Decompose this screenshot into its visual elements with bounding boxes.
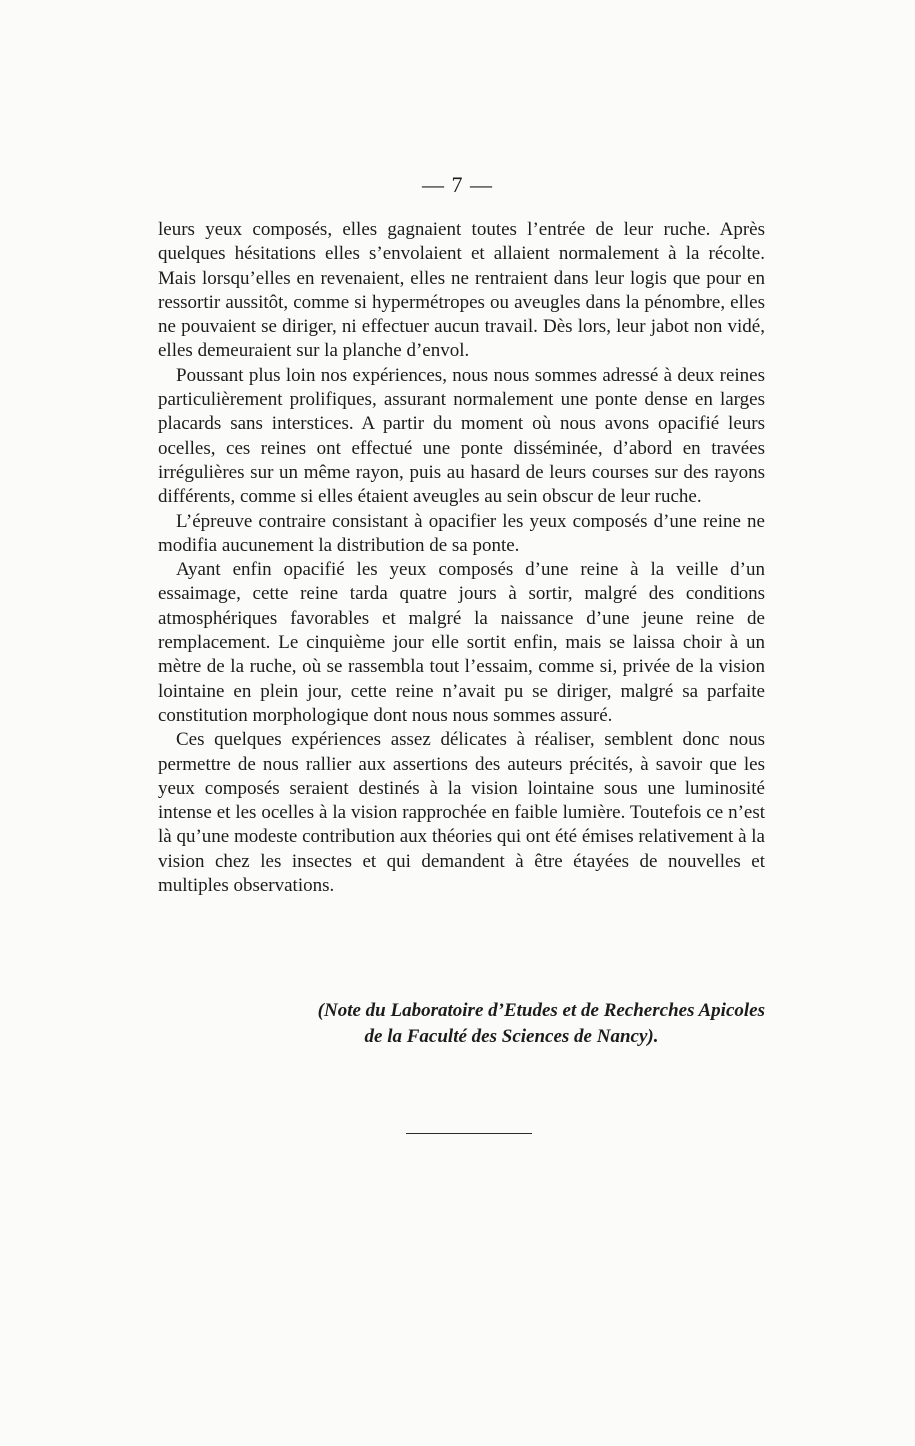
source-note-line-2: de la Faculté des Sciences de Nancy). [364,1026,659,1047]
paragraph-5: Ces quelques expériences assez délicates à réaliser, semblent donc nous permettre de nous rallier aux assertions des auteurs précités, à savoir que les yeux composés seraient destinés à la vision lointaine sous une luminosité intense et les ocelles à la vision rapprochée en faible lumière. Toutefois ce n’est là qu’une modeste contribution aux théories qui ont été émises relativement à la vision chez les insectes et qui demandent à être étayées de nouvelles et multiples observations. [158,729,765,897]
closing-rule [406,1133,532,1134]
page-number: — 7 — [422,172,493,197]
paragraph-1: leurs yeux composés, elles gagnaient toutes l’entrée de leur ruche. Après quelques hésitations elles s’envolaient et allaient normalement à la récolte. Mais lorsqu’elles en revenaient, elles ne rentraient dans leur logis que pour en ressortir aussitôt, comme si hypermétropes ou aveugles dans la pénombre, elles ne pouvaient se diriger, ni effectuer aucun travail. Dès lors, leur jabot non vidé, elles demeuraient sur la planche d’envol. [158,219,765,362]
paragraph-2: Poussant plus loin nos expériences, nous nous sommes adressé à deux reines particulièrement prolifiques, assurant normalement une ponte dense en larges placards sans interstices. A partir du moment où nous avons opacifié leurs ocelles, ces reines ont effectué une ponte disséminée, d’abord en travées irrégulières sur un même rayon, puis au hasard de leurs courses sur des rayons différents, comme si elles étaient aveugles au sein obscur de leur ruche. [158,364,765,508]
source-note [158,998,765,1050]
article-body [158,218,765,898]
paragraph-3: L’épreuve contraire consistant à opacifier les yeux composés d’une reine ne modifia aucunement la distribution de sa ponte. [158,510,765,556]
source-note-line-1: (Note du Laboratoire d’Etudes et de Recherches Apicoles [317,1000,765,1021]
paragraph-4: Ayant enfin opacifié les yeux composés d’une reine à la veille d’un essaimage, cette reine tarda quatre jours à sortir, malgré des conditions atmosphériques favorables et malgré la naissance d’une jeune reine de remplacement. Le cinquième jour elle sortit enfin, mais se laissa choir à un mètre de la ruche, où se rassembla tout l’essaim, comme si, privée de la vision lointaine en plein jour, cette reine n’avait pu se diriger, malgré sa parfaite constitution morphologique dont nous nous sommes assuré. [158,559,765,726]
